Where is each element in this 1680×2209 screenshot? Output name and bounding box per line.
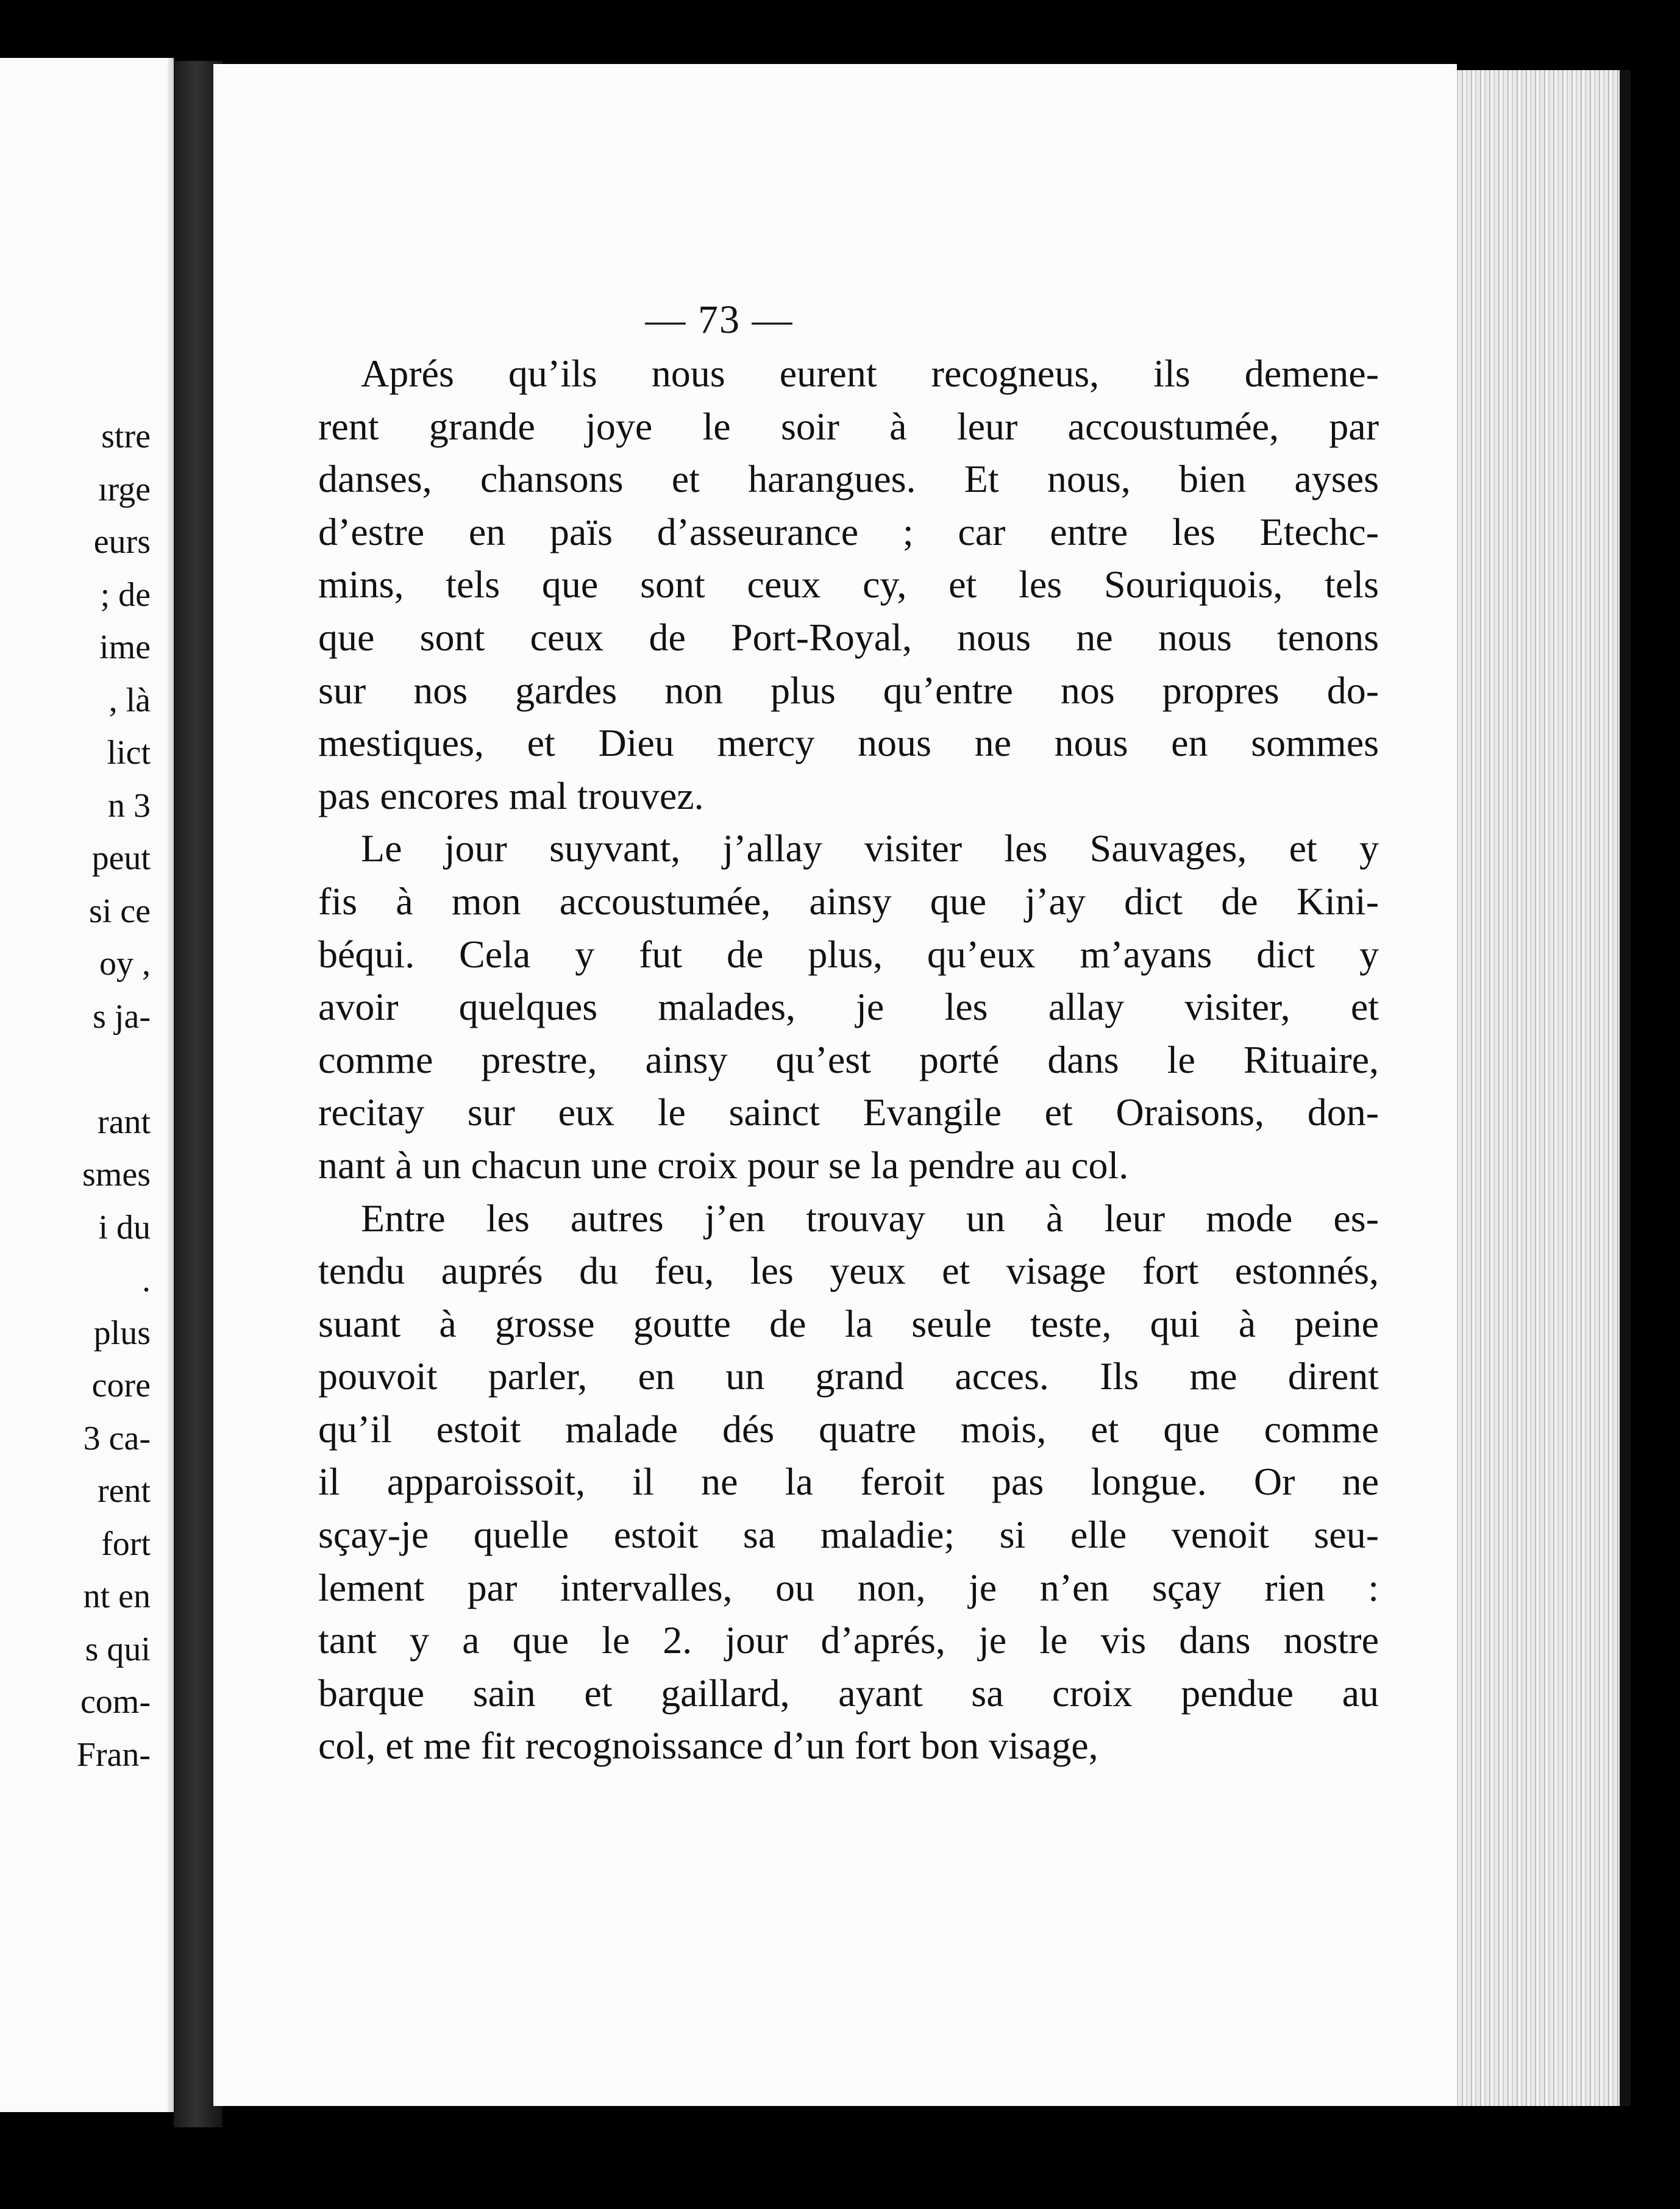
- previous-page-line-fragment: ; de: [100, 575, 151, 614]
- previous-page-line-fragment: s qui: [85, 1630, 151, 1668]
- text-line: col, et me fit recognoissance d’un fort bon visage,: [318, 1724, 1098, 1768]
- text-line: qu’il estoit malade dés quatre mois, et que comme: [318, 1407, 1379, 1451]
- text-line: béqui. Cela y fut de plus, qu’eux m’ayans dict y: [318, 932, 1379, 976]
- previous-page-line-fragment: plus: [93, 1314, 151, 1352]
- text-line: comme prestre, ainsy qu’est porté dans le Rituaire,: [318, 1037, 1379, 1081]
- previous-page-line-fragment: ırge: [98, 470, 151, 508]
- previous-page-line-fragment: core: [91, 1367, 151, 1404]
- page-body-text: [318, 347, 1379, 1773]
- previous-page-line-fragment: rent: [97, 1472, 151, 1510]
- book-page: [213, 64, 1457, 2106]
- text-line: lement par intervalles, ou non, je n’en sçay rien :: [318, 1565, 1379, 1609]
- previous-page-line-fragment: stre: [101, 418, 151, 455]
- previous-page-line-fragment: nt en: [83, 1578, 151, 1615]
- previous-page-line-fragment: s ja-: [93, 997, 151, 1036]
- page-gutter: [168, 58, 174, 2112]
- previous-page-line-fragment: eurs: [93, 523, 151, 561]
- previous-page-line-fragment: rant: [97, 1103, 151, 1141]
- previous-page-line-fragment: [77, 1043, 151, 1096]
- text-line: sur nos gardes non plus qu’entre nos propres do-: [318, 668, 1379, 712]
- previous-page-line-fragment: smes: [82, 1156, 151, 1193]
- text-line: danses, chansons et harangues. Et nous, bien ayses: [318, 457, 1379, 501]
- page-edges: [1445, 70, 1631, 2106]
- text-line: recitay sur eux le sainct Evangile et Oraisons, don-: [318, 1090, 1379, 1134]
- text-line: suant à grosse goutte de la seule teste, qui à peine: [318, 1301, 1379, 1345]
- text-line: pas encores mal trouvez.: [318, 774, 704, 817]
- previous-page-line-fragment: n 3: [108, 786, 151, 825]
- previous-page-text-edge: [77, 410, 151, 1781]
- text-line: rent grande joye le soir à leur accoustumée, par: [318, 404, 1379, 448]
- text-line: nant à un chacun une croix pour se la pendre au col.: [318, 1143, 1129, 1187]
- text-line: Entre les autres j’en trouvay un à leur mode es-: [361, 1196, 1379, 1240]
- previous-page-line-fragment: .: [142, 1261, 151, 1299]
- text-line: tant y a que le 2. jour d’aprés, je le vis dans nostre: [318, 1618, 1379, 1662]
- text-line: tendu auprés du feu, les yeux et visage fort estonnés,: [318, 1249, 1379, 1293]
- previous-page-line-fragment: oy ,: [99, 945, 151, 983]
- previous-page-line-fragment: , là: [109, 681, 151, 719]
- text-line: fis à mon accoustumée, ainsy que j’ay dict de Kini-: [318, 879, 1379, 923]
- text-line: Aprés qu’ils nous eurent recogneus, ils demene-: [361, 352, 1379, 395]
- previous-page-line-fragment: ime: [99, 628, 151, 666]
- text-line: mestiques, et Dieu mercy nous ne nous en sommes: [318, 721, 1379, 765]
- previous-page-line-fragment: Fran-: [76, 1735, 151, 1774]
- text-line: Le jour suyvant, j’allay visiter les Sauvages, et y: [361, 827, 1379, 870]
- text-line: barque sain et gaillard, ayant sa croix pendue au: [318, 1671, 1379, 1715]
- text-line: sçay-je quelle estoit sa maladie; si elle venoit seu-: [318, 1513, 1379, 1557]
- text-line: pouvoit parler, en un grand acces. Ils me dirent: [318, 1354, 1379, 1398]
- previous-page-line-fragment: si ce: [88, 892, 151, 930]
- previous-page-line-fragment: com-: [80, 1683, 151, 1721]
- previous-page-line-fragment: peut: [91, 839, 151, 877]
- previous-page-line-fragment: 3 ca-: [83, 1419, 151, 1457]
- text-line: mins, tels que sont ceux cy, et les Souriquois, tels: [318, 563, 1379, 606]
- page-number: — 73 —: [645, 297, 794, 342]
- text-line: avoir quelques malades, je les allay visiter, et: [318, 985, 1379, 1029]
- text-line: que sont ceux de Port-Royal, nous ne nous tenons: [318, 615, 1379, 659]
- previous-page-line-fragment: fort: [101, 1524, 151, 1563]
- previous-page-fragment: [0, 58, 174, 2112]
- text-line: il apparoissoit, il ne la feroit pas longue. Or ne: [318, 1460, 1379, 1504]
- previous-page-line-fragment: i du: [98, 1208, 151, 1247]
- previous-page-line-fragment: lict: [107, 734, 151, 772]
- text-line: d’estre en païs d’asseurance ; car entre les Etechc-: [318, 510, 1379, 553]
